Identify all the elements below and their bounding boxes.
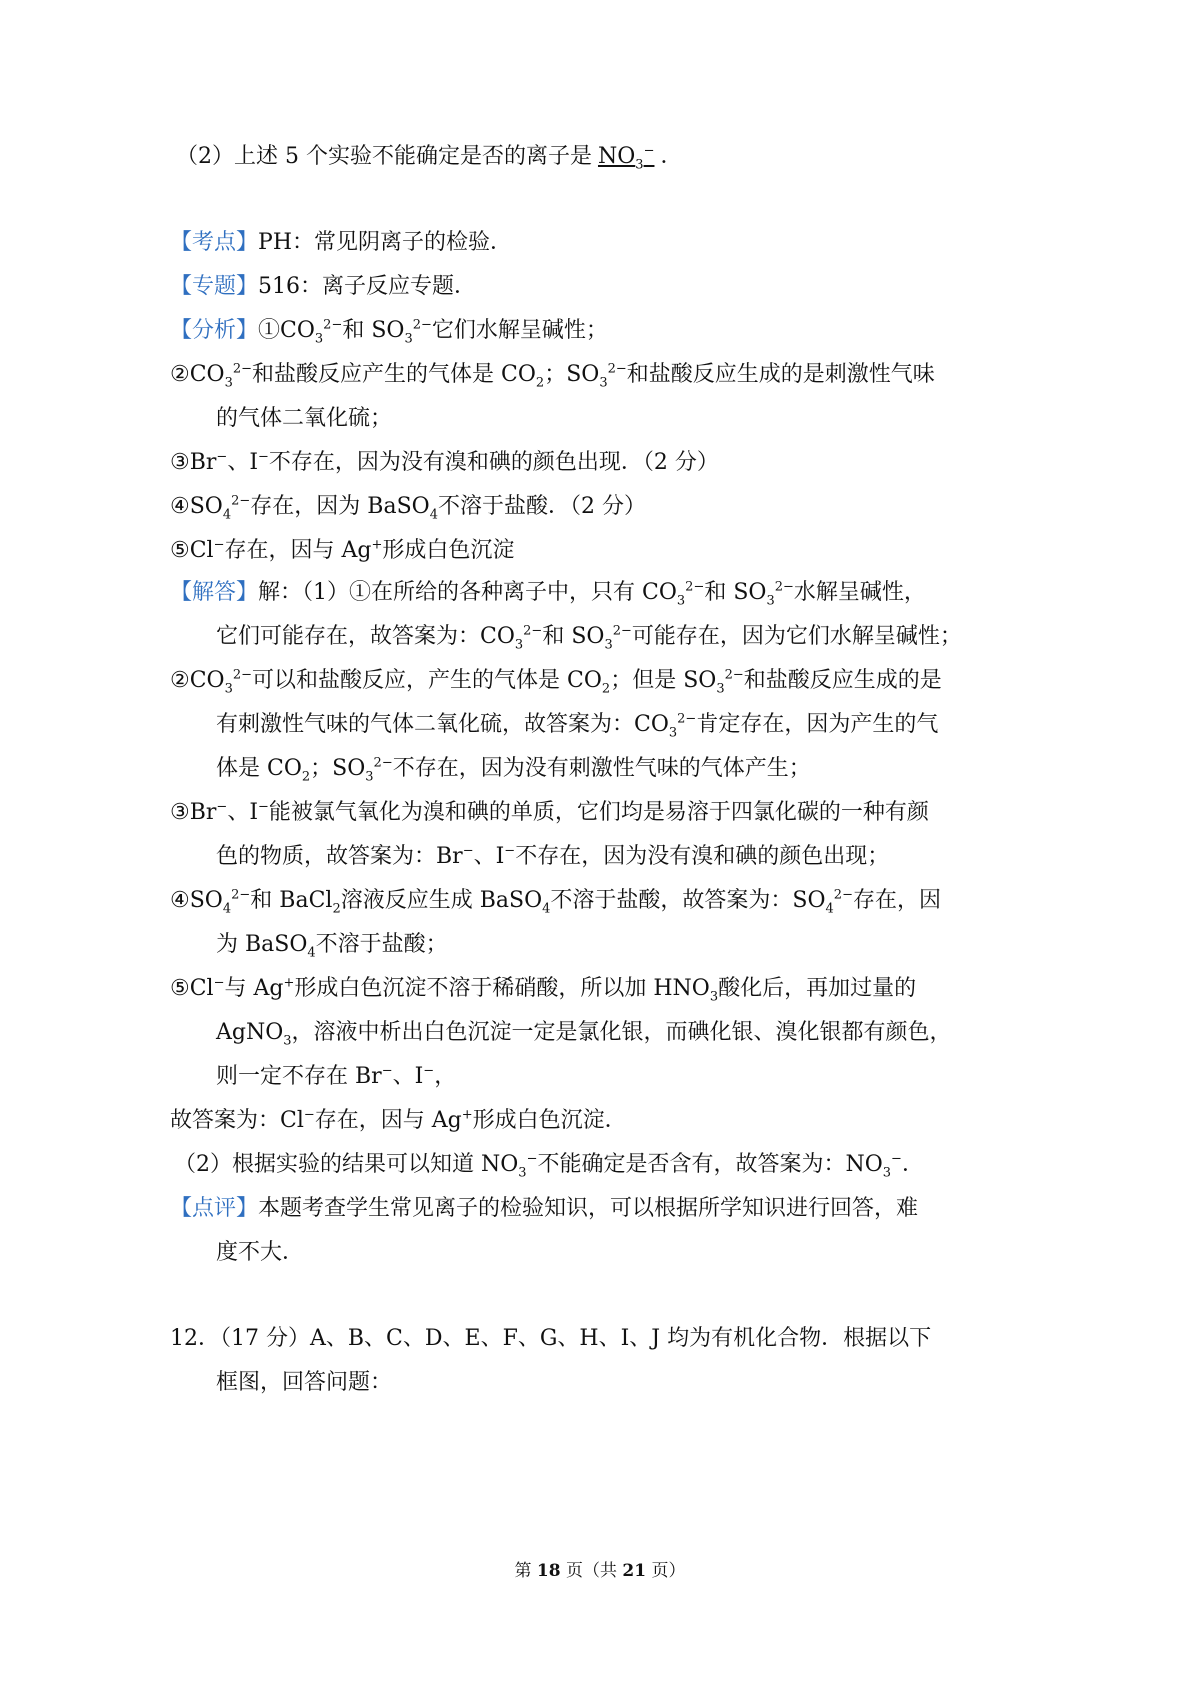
jieda-line-10: ⑤Cl−与 Ag+形成白色沉淀不溶于稀硝酸，所以加 $HNO_3$酸化后，再加过量的 — [170, 975, 917, 1005]
kaodian-tag: 【考点】 — [170, 230, 259, 255]
zhuanti-tag: 【专题】 — [170, 274, 259, 299]
jieda-line-3: $②CO_3^{2-}$可以和盐酸反应，产生的气体是 $CO_2$；但是 $SO_3^{2-}$和盐酸反应生成的是 — [170, 667, 942, 697]
kaodian-line: 【考点】PH：常见阴离子的检验． — [170, 230, 513, 255]
page-footer: 第 18 页（共 21 页） — [514, 1561, 686, 1581]
jieda-line-11: AgNO$_3$，溶液中析出白色沉淀一定是氯化银，而碘化银、溴化银都有颜色， — [216, 1020, 952, 1049]
fenxi-line-2: $②CO_3^{2-}$和盐酸反应产生的气体是 $CO_2$；$SO_3^{2-}$和盐酸反应生成的是刺激性气味 — [170, 361, 935, 391]
fenxi-tag: 【分析】 — [170, 318, 259, 343]
fenxi-line-1: 【分析】$①CO_3^{2-}$和 $SO_3^{2-}$它们水解呈碱性； — [170, 317, 608, 347]
answer-blank: $NO_3^-$ — [597, 143, 655, 173]
jieda-line-5: 体是 $CO_2$；$SO_3^{2-}$不存在，因为没有刺激性气味的气体产生； — [216, 755, 811, 785]
dianping-tag: 【点评】 — [170, 1196, 259, 1221]
question-12-line-2: 框图，回答问题： — [216, 1370, 393, 1395]
question-2-line: （2）上述 5 个实验不能确定是否的离子是 $NO_3^-$ ． — [176, 143, 683, 173]
fenxi-line-5: $④SO_4^{2-}$存在，因为 BaSO$_4$不溶于盐酸．（2 分） — [170, 493, 646, 523]
page-number: 18 — [536, 1561, 561, 1581]
dianping-line-2: 度不大． — [216, 1240, 305, 1265]
jieda-line-6: ③Br−、I−能被氯气氧化为溴和碘的单质，它们均是易溶于四氯化碳的一种有颜 — [170, 799, 929, 825]
zhuanti-line: 【专题】516：离子反应专题． — [170, 274, 477, 299]
jieda-line-13: 故答案为：Cl−存在，因与 Ag+形成白色沉淀． — [170, 1107, 627, 1133]
jieda-line-8: $④SO_4^{2-}$和 BaCl$_2$溶液反应生成 BaSO$_4$不溶于盐酸，故答案为：$SO_4^{2-}$存在，因 — [170, 887, 941, 917]
jieda-line-2: 它们可能存在，故答案为：$CO_3^{2-}$和 $SO_3^{2-}$可能存在，因为它们水解呈碱性； — [216, 623, 962, 653]
jieda-line-1: 【解答】解：（1）①在所给的各种离子中，只有 $CO_3^{2-}$和 $SO_3^{2-}$水解呈碱性， — [170, 579, 926, 609]
fenxi-line-6: ⑤Cl−存在，因与 Ag+形成白色沉淀 — [170, 537, 515, 563]
dianping-line-1: 【点评】本题考查学生常见离子的检验知识，可以根据所学知识进行回答，难 — [170, 1196, 919, 1221]
jieda-line-4: 有刺激性气味的气体二氧化硫，故答案为：$CO_3^{2-}$肯定存在，因为产生的气 — [216, 711, 939, 741]
jieda-line-7: 色的物质，故答案为：Br−、I−不存在，因为没有溴和碘的颜色出现； — [216, 843, 890, 869]
jieda-line-12: 则一定不存在 Br−、I−， — [216, 1063, 457, 1089]
jieda-line-14: （2）根据实验的结果可以知道 $NO_3^-$不能确定是否含有，故答案为：$NO_3^-$． — [174, 1151, 924, 1181]
fenxi-line-3: 的气体二氧化硫； — [216, 406, 393, 431]
page-total: 21 — [622, 1561, 647, 1581]
jieda-tag: 【解答】 — [170, 580, 259, 605]
fenxi-line-4: ③Br−、I−不存在，因为没有溴和碘的颜色出现．（2 分） — [170, 449, 719, 475]
question-12-line-1: 12．（17 分）A、B、C、D、E、F、G、H、I、J 均为有机化合物．根据以下 — [170, 1326, 932, 1351]
jieda-line-9: 为 BaSO$_4$不溶于盐酸； — [216, 932, 448, 961]
